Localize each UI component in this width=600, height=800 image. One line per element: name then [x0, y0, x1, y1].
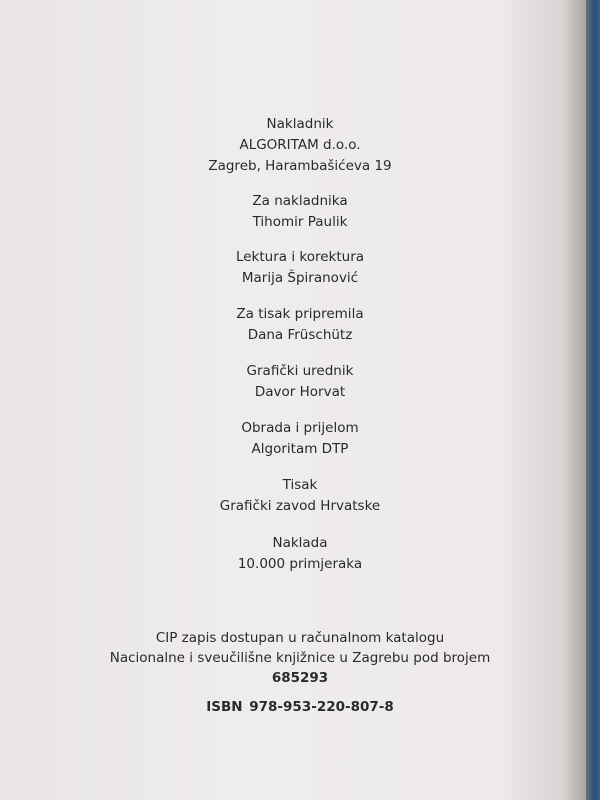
- publisher-address: Zagreb, Harambašićeva 19: [208, 158, 392, 174]
- proofreading-label: Lektura i korektura: [235, 249, 365, 265]
- prepress-name: Dana Früschütz: [247, 327, 353, 343]
- print-name: Grafički zavod Hrvatske: [219, 498, 381, 514]
- cip-line-2: Nacionalne i sveučilišne knjižnice u Zagrebu pod brojem: [109, 650, 491, 666]
- publisher-name: ALGORITAM d.o.o.: [239, 137, 361, 153]
- print-run-value: 10.000 primjeraka: [237, 556, 363, 572]
- print-run-label: Naklada: [272, 535, 328, 551]
- layout-name: Algoritam DTP: [251, 441, 349, 457]
- for-publisher-label: Za nakladnika: [252, 193, 348, 209]
- layout-label: Obrada i prijelom: [241, 420, 359, 436]
- cip-number: 685293: [271, 670, 329, 686]
- graphic-editor-name: Davor Horvat: [254, 384, 346, 400]
- cip-line-1: CIP zapis dostupan u računalnom katalogu: [155, 630, 445, 646]
- page-edge-shadow: [586, 0, 600, 800]
- for-publisher-name: Tihomir Paulik: [252, 214, 348, 230]
- prepress-label: Za tisak pripremila: [236, 306, 364, 322]
- graphic-editor-label: Grafički urednik: [246, 363, 354, 379]
- publisher-label: Nakladnik: [266, 116, 334, 132]
- proofreading-name: Marija Špiranović: [241, 270, 359, 286]
- isbn: ISBN 978-953-220-807-8: [206, 699, 394, 715]
- print-label: Tisak: [282, 477, 318, 493]
